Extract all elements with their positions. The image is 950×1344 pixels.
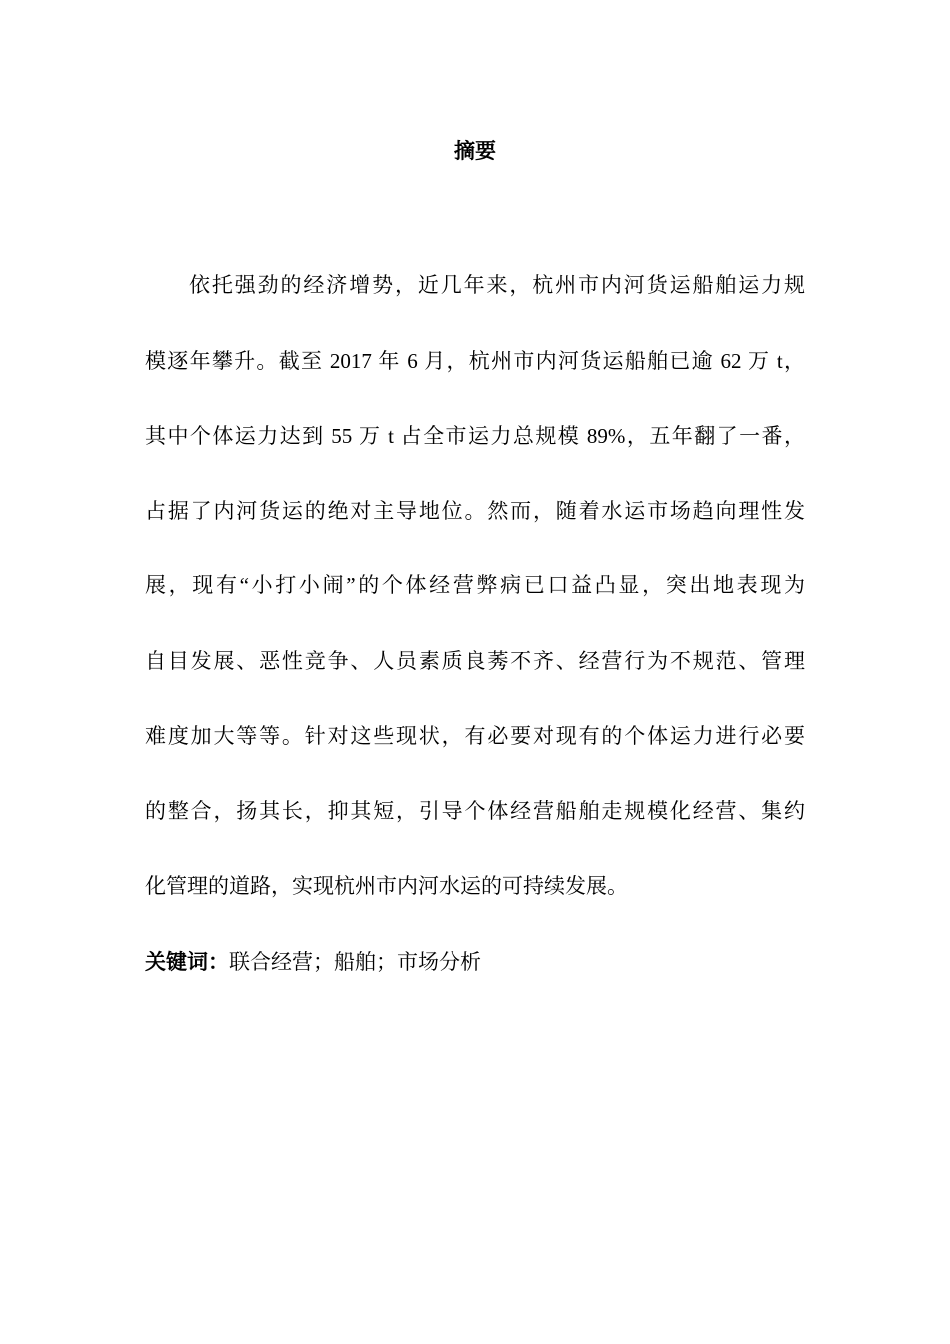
abstract-line: 占据了内河货运的绝对主导地位。然而，随着水运市场趋向理性发	[145, 499, 805, 523]
keywords-label: 关键词：	[145, 950, 229, 974]
keywords-line	[145, 947, 481, 977]
abstract-line: 化管理的道路，实现杭州市内河水运的可持续发展。	[145, 874, 628, 898]
keywords-text: 联合经营；船舶；市场分析	[229, 950, 481, 974]
abstract-line: 自目发展、恶性竞争、人员素质良莠不齐、经营行为不规范、管理	[145, 649, 805, 673]
abstract-line: 依托强劲的经济增势，近几年来，杭州市内河货运船舶运力规	[189, 273, 805, 297]
abstract-title: 摘要	[454, 139, 496, 163]
abstract-line: 模逐年攀升。截至 2017 年 6 月，杭州市内河货运船舶已逾 62 万 t，	[145, 349, 805, 373]
abstract-line: 其中个体运力达到 55 万 t 占全市运力总规模 89%，五年翻了一番，	[145, 424, 805, 448]
abstract-line: 的整合，扬其长，抑其短，引导个体经营船舶走规模化经营、集约	[145, 799, 805, 823]
abstract-line: 难度加大等等。针对这些现状，有必要对现有的个体运力进行必要	[145, 724, 805, 748]
abstract-line: 展，现有“小打小闹”的个体经营弊病已口益凸显，突出地表现为	[145, 573, 805, 597]
